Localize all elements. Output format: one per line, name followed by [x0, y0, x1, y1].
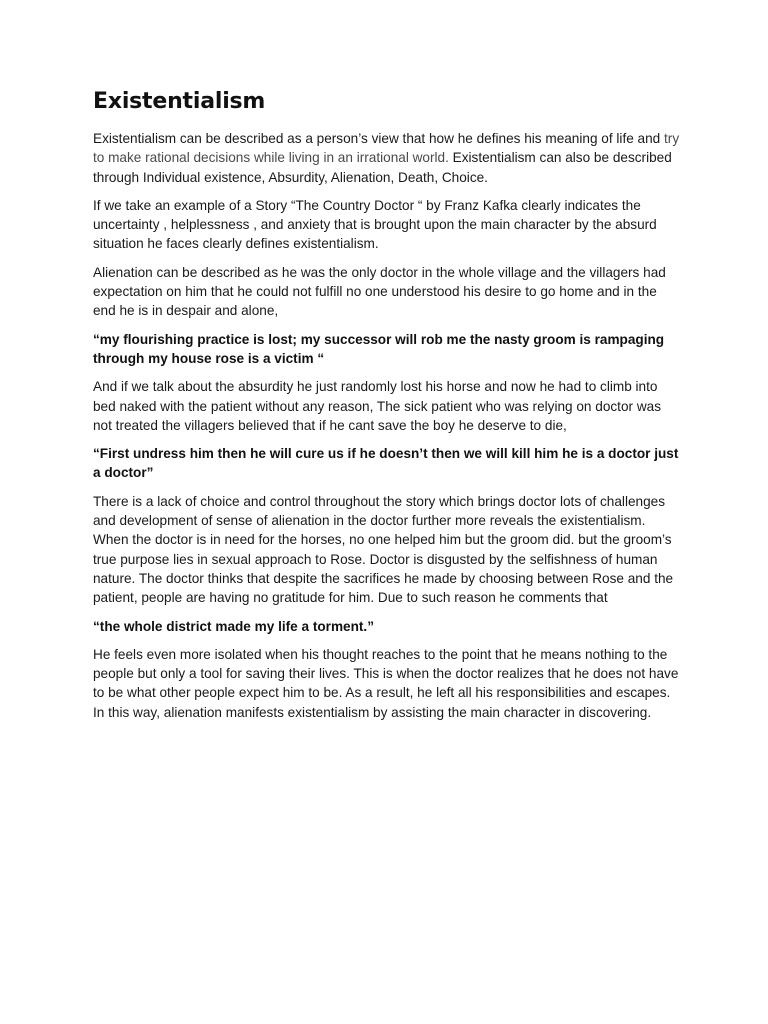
paragraph-isolation: He feels even more isolated when his thought reaches to the point that he means nothing to the people but only a tool for saving their lives. This is when the doctor realizes that he does not have to be what other people expect him to be. As a result, he left all his responsibilities and escapes. In this way, alienation manifests existentialism by assisting the main character in discovering.: [93, 646, 679, 720]
paragraph-example: If we take an example of a Story “The Country Doctor “ by Franz Kafka clearly indicates the uncertainty , helplessness , and anxiety that is brought upon the main character by the absurd situation he faces clearly defines existentialism.: [93, 197, 657, 252]
paragraph-alienation: Alienation can be described as he was the only doctor in the whole village and the villagers had expectation on him that he could not fulfill no one understood his desire to go home and in the end he is in despair and alone,: [93, 264, 666, 319]
paragraph-choice: There is a lack of choice and control throughout the story which brings doctor lots of challenges and development of sense of alienation in the doctor further more reveals the existentialism. When the doctor is in need for the horses, no one helped him but the groom did. but the groom’s true purpose lies in sexual approach to Rose. Doctor is disgusted by the selfishness of human nature. The doctor thinks that despite the sacrifices he made by choosing between Rose and the patient, people are having no gratitude for him. Due to such reason he comments that: [93, 493, 674, 606]
paragraph-absurdity: And if we talk about the absurdity he just randomly lost his horse and now he had to climb into bed naked with the patient without any reason, The sick patient who was relying on doctor was not treated the villagers believed that if he cant save the boy he deserve to die,: [93, 379, 661, 433]
document-body: [93, 88, 683, 731]
quote-undress-him: “First undress him then he will cure us if he doesn’t then we will kill him he is a doctor just a doctor”: [93, 446, 679, 481]
paragraph-definition: [93, 129, 683, 187]
quote-practice-lost: “my flourishing practice is lost; my successor will rob me the nasty groom is rampaging through my house rose is a victim “: [93, 331, 665, 366]
quote-district-torment: “the whole district made my life a torment.”: [93, 618, 374, 634]
paragraph-definition-highlight: try to make rational decisions while living in an irrational world.: [93, 131, 680, 166]
paragraph-definition-end: Existentialism can also be described through Individual existence, Absurdity, Alienation, Death, Choice.: [93, 150, 672, 185]
paragraph-definition-start: Existentialism can be described as a person’s view that how he defines his meaning of life and: [93, 131, 665, 146]
document-title: Existentialism: [93, 89, 266, 114]
